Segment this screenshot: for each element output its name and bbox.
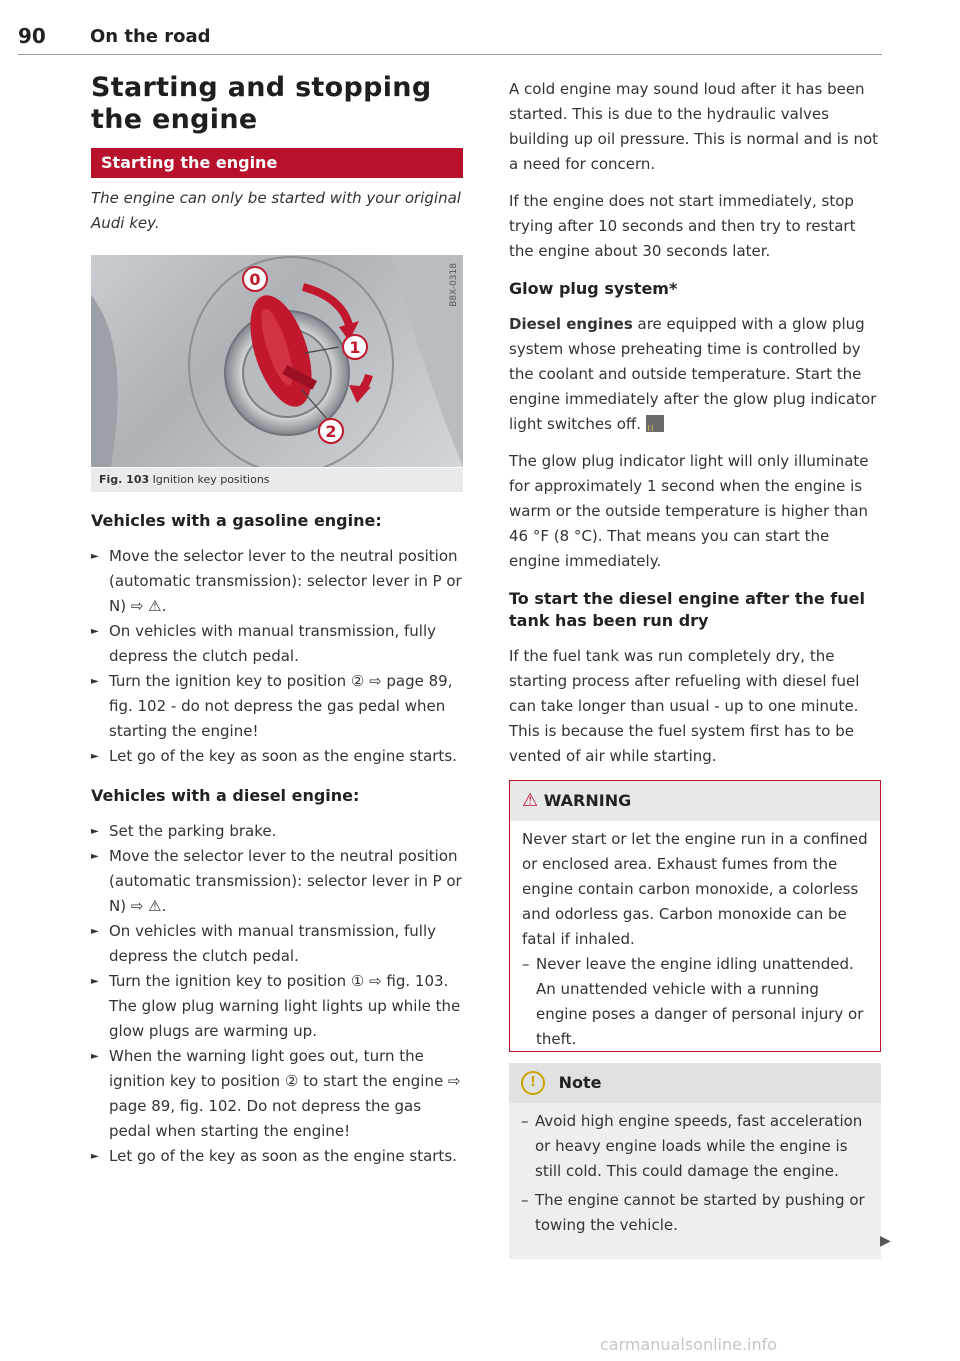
gasoline-section: [91, 510, 463, 1169]
glow-plug-text: are equipped with a glow plug system whose preheating time is controlled by the coolant and outside temperature. Start the engine immediately after the glow plug indicator light switches off.: [509, 315, 877, 433]
note-header: [509, 1063, 881, 1103]
list-item: ► When the warning light goes out, turn the ignition key to position ② to start the engine ⇨ page 89, fig. 102. Do not depress the gas pedal when starting the engine!: [91, 1044, 463, 1144]
position-0-label: 0: [249, 270, 261, 289]
diesel-engines-bold: Diesel engines: [509, 315, 633, 333]
position-2-label: 2: [325, 422, 337, 441]
note-title: Note: [558, 1073, 602, 1092]
warning-title: WARNING: [543, 791, 632, 810]
warning-text: Never start or let the engine run in a confined or enclosed area. Exhaust fumes from the engine contain carbon monoxide, a colorless and odorless gas. Carbon monoxide can be fatal if inhaled.: [522, 830, 868, 948]
dry-tank-heading: To start the diesel engine after the fuel tank has been run dry: [509, 589, 865, 630]
paragraph-restart: If the engine does not start immediately, stop trying after 10 seconds and then try to restart the engine about 30 seconds later.: [509, 192, 856, 260]
page-title: Starting and stopping the engine: [91, 72, 432, 135]
warning-box: [509, 780, 881, 1052]
continue-arrow-icon: ▶: [880, 1233, 891, 1249]
list-item: ► On vehicles with manual transmission, fully depress the clutch pedal.: [91, 919, 463, 969]
note-body: [509, 1103, 881, 1238]
list-item: ► Turn the ignition key to position ② ⇨ page 89, fig. 102 - do not depress the gas pedal when starting the engine!: [91, 669, 463, 744]
warning-header: [510, 781, 880, 821]
warning-body: [510, 821, 880, 1052]
section-title: On the road: [90, 26, 211, 47]
diesel-heading: Vehicles with a diesel engine:: [91, 786, 360, 805]
page-number: 90: [18, 24, 46, 48]
note-box: [509, 1063, 881, 1259]
note-info-icon: !: [521, 1071, 545, 1095]
paragraph-glow-plug: [509, 312, 881, 437]
figure-caption-text: Ignition key positions: [152, 473, 270, 486]
list-item: ► Let go of the key as soon as the engine starts.: [91, 744, 463, 769]
note-item: – Avoid high engine speeds, fast acceleration or heavy engine loads while the engine is still cold. This could damage the engine.: [521, 1109, 869, 1184]
watermark: carmanualsonline.info: [600, 1335, 778, 1354]
paragraph-dry-tank: If the fuel tank was run completely dry, the starting process after refueling with diesel fuel can take longer than usual - up to one minute. This is because the fuel system first has to be vented of air while starting.: [509, 647, 860, 765]
warning-item: – Never leave the engine idling unattended. An unattended vehicle with a running engine poses a danger of personal injury or theft.: [522, 952, 868, 1052]
ignition-figure: [91, 255, 463, 467]
paragraph-glow-indicator: The glow plug indicator light will only illuminate for approximately 1 second when the engine is warm or the outside temperature is higher than 46 °F (8 °C). That means you can start the engine immediately.: [509, 452, 869, 570]
ignition-key-illustration: [91, 255, 463, 467]
subsection-bar: Starting the engine: [91, 148, 463, 178]
note-item: – The engine cannot be started by pushing or towing the vehicle.: [521, 1188, 869, 1238]
position-1-label: 1: [349, 338, 361, 357]
intro-text: The engine can only be started with your original Audi key.: [91, 189, 461, 232]
figure-label: Fig. 103: [99, 473, 150, 486]
list-item: ► Move the selector lever to the neutral position (automatic transmission): selector lever in P or N) ⇨ ⚠.: [91, 844, 463, 919]
list-item: ► Turn the ignition key to position ① ⇨ fig. 103. The glow plug warning light lights up while the glow plugs are warming up.: [91, 969, 463, 1044]
right-column: [509, 77, 881, 769]
gasoline-steps: [91, 544, 463, 769]
list-item: ► Move the selector lever to the neutral position (automatic transmission): selector lever in P or N) ⇨ ⚠.: [91, 544, 463, 619]
glow-plug-indicator-icon: [646, 415, 664, 432]
glow-plug-heading: Glow plug system*: [509, 279, 678, 298]
list-item: ► Set the parking brake.: [91, 819, 463, 844]
diesel-steps: [91, 819, 463, 1169]
page-header: [18, 22, 882, 55]
figure-code: B8X-0318: [449, 263, 459, 307]
list-item: ► Let go of the key as soon as the engine starts.: [91, 1144, 463, 1169]
figure-caption: [91, 468, 463, 492]
gasoline-heading: Vehicles with a gasoline engine:: [91, 511, 382, 530]
warning-triangle-icon: ⚠: [522, 790, 539, 811]
list-item: ► On vehicles with manual transmission, fully depress the clutch pedal.: [91, 619, 463, 669]
paragraph-cold-engine: A cold engine may sound loud after it has been started. This is due to the hydraulic valves building up oil pressure. This is normal and is not a need for concern.: [509, 80, 879, 173]
